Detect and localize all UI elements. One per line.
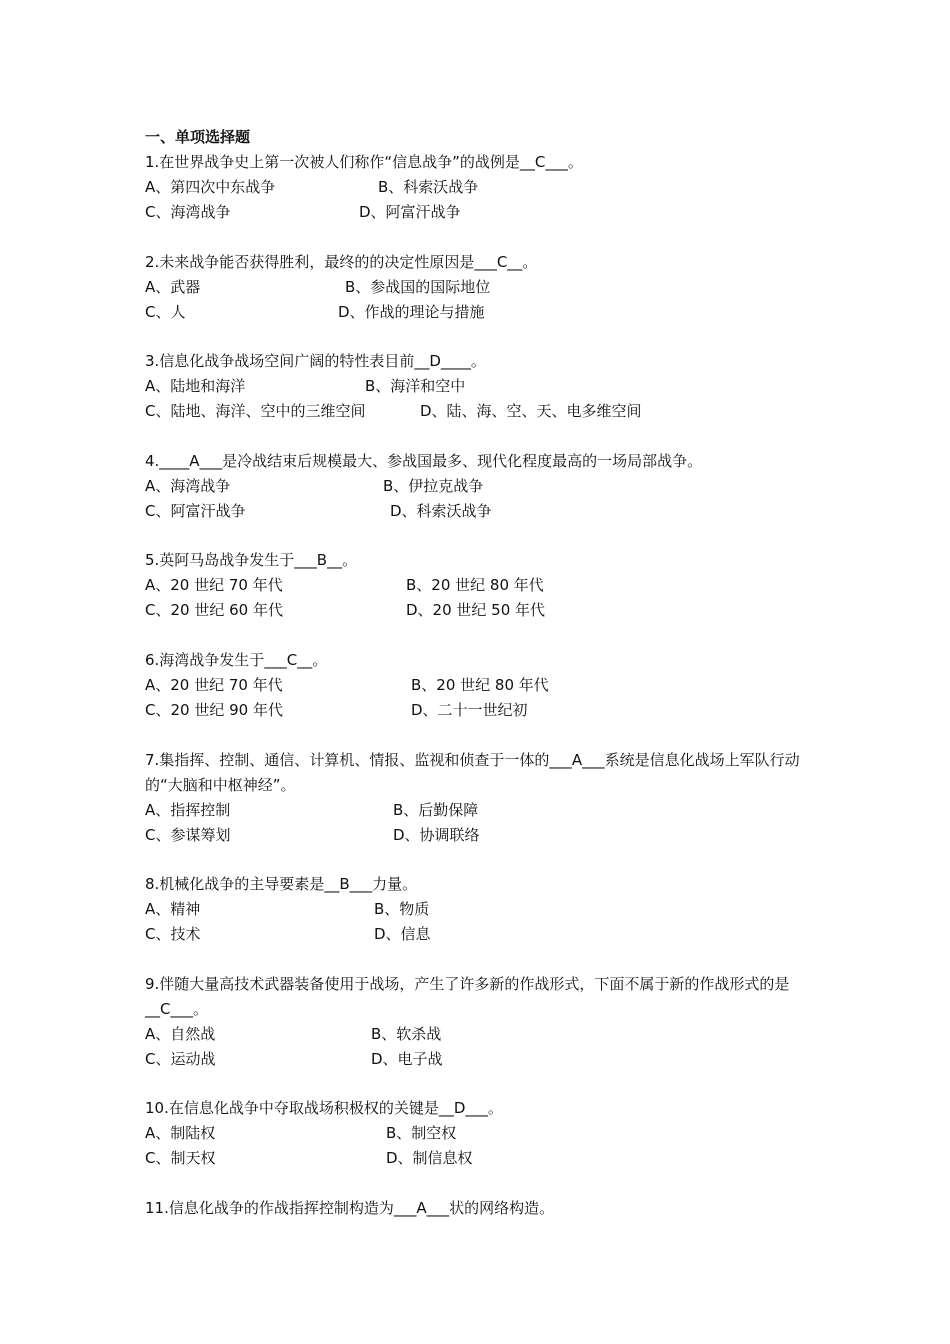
- option-b: B、20 世纪 80 年代: [406, 576, 544, 594]
- option-d: D、陆、海、空、天、电多维空间: [420, 402, 642, 420]
- option-row: [145, 175, 815, 200]
- question-text: 5.英阿马岛战争发生于___B__。: [145, 551, 358, 569]
- option-row: [145, 922, 815, 947]
- option-row: [145, 573, 815, 598]
- option-b: B、海洋和空中: [365, 377, 466, 395]
- option-b: B、参战国的国际地位: [345, 278, 491, 296]
- option-c: C、20 世纪 60 年代: [145, 601, 283, 619]
- question-text: 11.信息化战争的作战指挥控制构造为___A___状的网络构造。: [145, 1199, 555, 1217]
- option-row: [145, 300, 815, 325]
- question-6: [145, 648, 815, 723]
- question-text: 2.未来战争能否获得胜利，最终的的决定性原因是___C__。: [145, 253, 538, 271]
- option-row: [145, 200, 815, 225]
- question-3: [145, 349, 815, 424]
- option-a: A、制陆权: [145, 1124, 216, 1142]
- option-a: A、陆地和海洋: [145, 377, 246, 395]
- question-text: 8.机械化战争的主导要素是__B___力量。: [145, 875, 418, 893]
- question-5: [145, 548, 815, 623]
- option-a: A、20 世纪 70 年代: [145, 676, 283, 694]
- question-7: [145, 748, 815, 848]
- question-9: [145, 972, 815, 1072]
- option-c: C、制天权: [145, 1149, 216, 1167]
- option-a: A、自然战: [145, 1025, 216, 1043]
- option-d: D、电子战: [371, 1050, 443, 1068]
- option-c: C、20 世纪 90 年代: [145, 701, 283, 719]
- option-b: B、软杀战: [371, 1025, 442, 1043]
- option-b: B、20 世纪 80 年代: [411, 676, 549, 694]
- question-2: [145, 250, 815, 325]
- option-row: [145, 374, 815, 399]
- question-text: 1.在世界战争史上第一次被人们称作“信息战争”的战例是__C___。: [145, 153, 583, 171]
- option-d: D、制信息权: [386, 1149, 473, 1167]
- option-b: B、伊拉克战争: [383, 477, 484, 495]
- option-row: [145, 698, 815, 723]
- option-row: [145, 598, 815, 623]
- question-1: [145, 150, 815, 225]
- option-d: D、阿富汗战争: [359, 203, 461, 221]
- option-row: [145, 1022, 815, 1047]
- question-text: 3.信息化战争战场空间广阔的特性表目前__D____。: [145, 352, 486, 370]
- option-a: A、武器: [145, 278, 201, 296]
- option-b: B、科索沃战争: [378, 178, 479, 196]
- option-a: A、精神: [145, 900, 201, 918]
- option-a: A、指挥控制: [145, 801, 231, 819]
- question-text: 10.在信息化战争中夺取战场积极权的关键是__D___。: [145, 1099, 503, 1117]
- question-4: [145, 449, 815, 524]
- question-text: 7.集指挥、控制、通信、计算机、情报、监视和侦查于一体的___A___系统是信息化战场上军队行动的“大脑和中枢神经”。: [145, 751, 800, 794]
- option-a: A、海湾战争: [145, 477, 231, 495]
- option-row: [145, 798, 815, 823]
- option-d: D、协调联络: [393, 826, 480, 844]
- option-a: A、20 世纪 70 年代: [145, 576, 283, 594]
- section-title: 一、单项选择题: [145, 128, 251, 146]
- option-c: C、人: [145, 303, 186, 321]
- option-row: [145, 275, 815, 300]
- option-row: [145, 673, 815, 698]
- option-row: [145, 474, 815, 499]
- option-row: [145, 499, 815, 524]
- option-c: C、参谋筹划: [145, 826, 231, 844]
- question-11: [145, 1196, 815, 1221]
- option-b: B、后勤保障: [393, 801, 479, 819]
- option-c: C、技术: [145, 925, 201, 943]
- option-c: C、阿富汗战争: [145, 502, 246, 520]
- option-row: [145, 897, 815, 922]
- option-b: B、制空权: [386, 1124, 457, 1142]
- option-c: C、陆地、海洋、空中的三维空间: [145, 402, 366, 420]
- option-d: D、二十一世纪初: [411, 701, 528, 719]
- option-row: [145, 399, 815, 424]
- option-c: C、运动战: [145, 1050, 216, 1068]
- option-d: D、科索沃战争: [390, 502, 492, 520]
- option-d: D、作战的理论与措施: [338, 303, 485, 321]
- option-row: [145, 1146, 815, 1171]
- option-d: D、20 世纪 50 年代: [406, 601, 546, 619]
- question-text: 4.____A___是冷战结束后规模最大、参战国最多、现代化程度最高的一场局部战争。: [145, 452, 703, 470]
- option-row: [145, 1121, 815, 1146]
- question-10: [145, 1096, 815, 1171]
- option-a: A、第四次中东战争: [145, 178, 276, 196]
- option-c: C、海湾战争: [145, 203, 231, 221]
- question-text: 9.伴随大量高技术武器装备使用于战场，产生了许多新的作战形式，下面不属于新的作战形式的是__C___。: [145, 975, 790, 1018]
- question-text: 6.海湾战争发生于___C__。: [145, 651, 328, 669]
- option-d: D、信息: [374, 925, 431, 943]
- option-row: [145, 823, 815, 848]
- option-row: [145, 1047, 815, 1072]
- question-8: [145, 872, 815, 947]
- option-b: B、物质: [374, 900, 430, 918]
